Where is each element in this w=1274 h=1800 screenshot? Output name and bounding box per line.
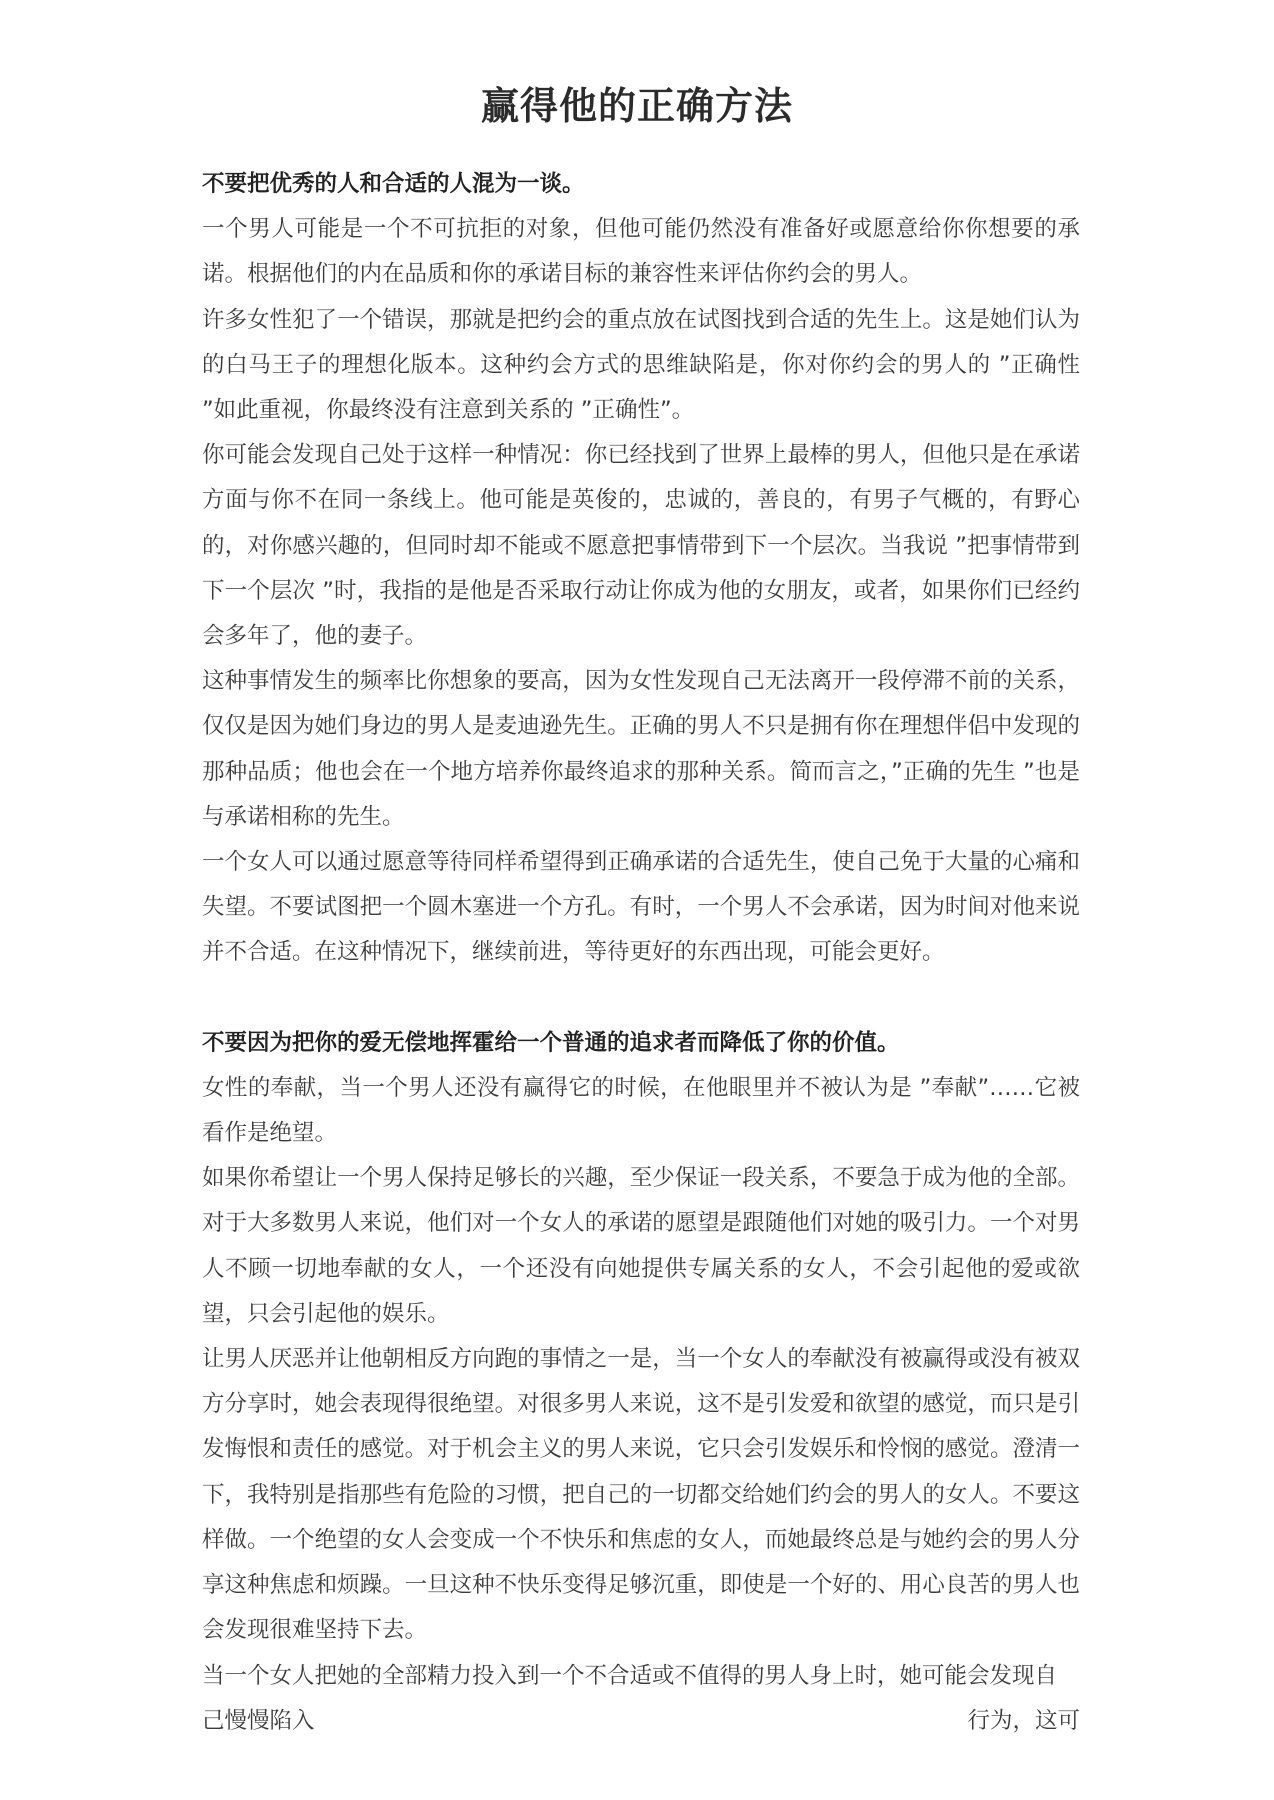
truncated-line [202, 1699, 1080, 1744]
paragraph: 如果你希望让一个男人保持足够长的兴趣，至少保证一段关系，不要急于成为他的全部。 对于大多数男人来说，他们对一个女人的承诺的愿望是跟随他们对她的吸引力。一个对男人不顾一切地奉献的女人，一个还没有向她提供专属关系的女人，不会引起他的爱或欲望，只会引起他的娱乐。 [202, 1165, 1080, 1327]
section-heading-2: 不要因为把你的爱无偿地挥霍给一个普通的追求者而降低了你的价值。 [202, 1029, 900, 1056]
paragraph: 你可能会发现自己处于这样一种情况：你已经找到了世界上最棒的男人，但他只是在承诺方面与你不在同一条线上。他可能是英俊的，忠诚的，善良的，有男子气概的，有野心的，对你感兴趣的，但同时却不能或不愿意把事情带到下一个层次。当我说 ”把事情带到下一个层次 ”时，我指的是他是否采取行动让你成为他的女朋友，或者，如果你们已经约会多年了，他的妻子。 [202, 442, 1080, 650]
paragraph: 一个女人可以通过愿意等待同样希望得到正确承诺的合适先生，使自己免于大量的心痛和失望。不要试图把一个圆木塞进一个方孔。有时，一个男人不会承诺，因为时间对他来说并不合适。在这种情况下，继续前进，等待更好的东西出现，可能会更好。 [202, 849, 1080, 966]
paragraph: 女性的奉献，当一个男人还没有赢得它的时候，在他眼里并不被认为是 ”奉献”……它被看作是绝望。 [202, 1074, 1080, 1147]
paragraph: 许多女性犯了一个错误，那就是把约会的重点放在试图找到合适的先生上。这是她们认为的白马王子的理想化版本。这种约会方式的思维缺陷是，你对你约会的男人的 ”正确性 ”如此重视，你最终没有注意到关系的 ”正确性”。 [202, 306, 1080, 424]
section-divider [202, 976, 1080, 1021]
paragraph: 一个男人可能是一个不可抗拒的对象，但他可能仍然没有准备好或愿意给你你想要的承诺。根据他们的内在品质和你的承诺目标的兼容性来评估你约会的男人。 [202, 216, 1080, 288]
section-heading-1: 不要把优秀的人和合适的人混为一谈。 [202, 171, 585, 197]
article-body [202, 162, 1080, 1744]
truncated-line-right: 行为，这可 [967, 1707, 1080, 1734]
paragraph: 当一个女人把她的全部精力投入到一个不合适或不值得的男人身上时，她可能会发现自 [202, 1662, 1058, 1689]
paragraph: 让男人厌恶并让他朝相反方向跑的事情之一是，当一个女人的奉献没有被赢得或没有被双方分享时，她会表现得很绝望。对很多男人来说，这不是引发爱和欲望的感觉，而只是引发悔恨和责任的感觉。对于机会主义的男人来说，它只会引发娱乐和怜悯的感觉。澄清一下，我特别是指那些有危险的习惯，把自己的一切都交给她们约会的男人的女人。不要这样做。一个绝望的女人会变成一个不快乐和焦虑的女人，而她最终总是与她约会的男人分享这种焦虑和烦躁。一旦这种不快乐变得足够沉重，即使是一个好的、用心良苦的男人也会发现很难坚持下去。 [202, 1346, 1080, 1644]
paragraph: 这种事情发生的频率比你想象的要高，因为女性发现自己无法离开一段停滞不前的关系，仅仅是因为她们身边的男人是麦迪逊先生。正确的男人不只是拥有你在理想伴侣中发现的那种品质；他也会在一个地方培养你最终追求的那种关系。简而言之，”正确的先生 ”也是与承诺相称的先生。 [202, 668, 1080, 830]
truncated-line-left: 己慢慢陷入 [202, 1707, 315, 1734]
page-title: 赢得他的正确方法 [480, 84, 793, 128]
